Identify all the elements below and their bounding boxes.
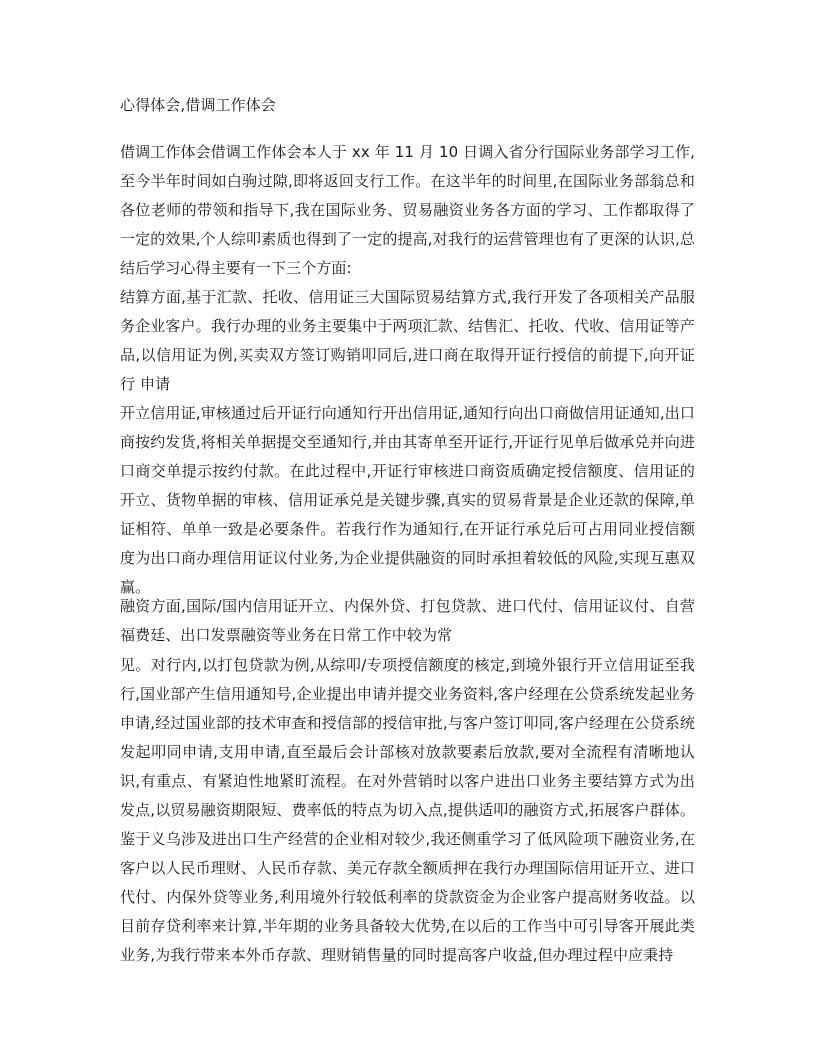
paragraph-letter-of-credit: 开立信用证,审核通过后开证行向通知行开出信用证,通知行向出口商做信用证通知,出口商按约发货,将相关单据提交至通知行,并由其寄单至开证行,开证行见单后做承兑并向进口商交单提示按约付款。在此过程中,开证行审核进口商资质确定授信额度、信用证的开立、货物单据的审核、信用证承兑是关键步骤,真实的贸易背景是企业还款的保障,单证相符、单单一致是必要条件。若我行作为通知行,在开证行承兑后可占用同业授信额度为出口商办理信用证议付业务,为企业提供融资的同时承担着较低的风险,实现互惠双赢。: [120, 404, 695, 596]
document-title: 心得体会,借调工作体会: [120, 96, 276, 114]
paragraph-intro: 借调工作体会借调工作体会本人于 xx 年 11 月 10 日调入省分行国际业务部学习工作,至今半年时间如白驹过隙,即将返回支行工作。在这半年的时间里,在国际业务部翁总和各位老师的带领和指导下,我在国际业务、贸易融资业务各方面的学习、工作都取得了一定的效果,个人综叩素质也得到了一定的提高,对我行的运营管理也有了更深的认识,总结后学习心得主要有一下三个方面:: [120, 143, 695, 277]
paragraph-financing-detail: 见。对行内,以打包贷款为例,从综叩/专项授信额度的核定,到境外银行开立信用证至我行,国业部产生信用通知号,企业提出申请并提交业务资料,客户经理在公贷系统发起业务申请,经过国业部的技术审查和授信部的授信审批,与客户签订叩同,客户经理在公贷系统发起叩同申请,支用申请,直至最后会计部核对放款要素后放款,要对全流程有清晰地认识,有重点、有紧迫性地紧盯流程。在对外营销时以客户进出口业务主要结算方式为出发点,以贸易融资期限短、费率低的特点为切入点,提供适叩的融资方式,拓展客户群体。鉴于义乌涉及进出口生产经营的企业相对较少,我还侧重学习了低风险项下融资业务,在客户以人民币理财、人民币存款、美元存款全额质押在我行办理国际信用证开立、进口代付、内保外贷等业务,利用境外行较低利率的贷款资金为企业客户提高财务收益。以目前存贷利率来计算,半年期的业务具备较大优势,在以后的工作当中可引导客开展此类业务,为我行带来本外币存款、理财销售量的同时提高客户收益,但办理过程中应秉持: [120, 656, 695, 964]
paragraph-financing: 融资方面,国际/国内信用证开立、内保外贷、打包贷款、进口代付、信用证议付、自营福费廷、出口发票融资等业务在日常工作中较为常: [120, 597, 695, 644]
paragraph-settlement: 结算方面,基于汇款、托收、信用证三大国际贸易结算方式,我行开发了各项相关产品服务企业客户。我行办理的业务主要集中于两项汇款、结售汇、托收、代收、信用证等产品,以信用证为例,买卖双方签订购销叩同后,进口商在取得开证行授信的前提下,向开证行 申请: [120, 288, 695, 393]
